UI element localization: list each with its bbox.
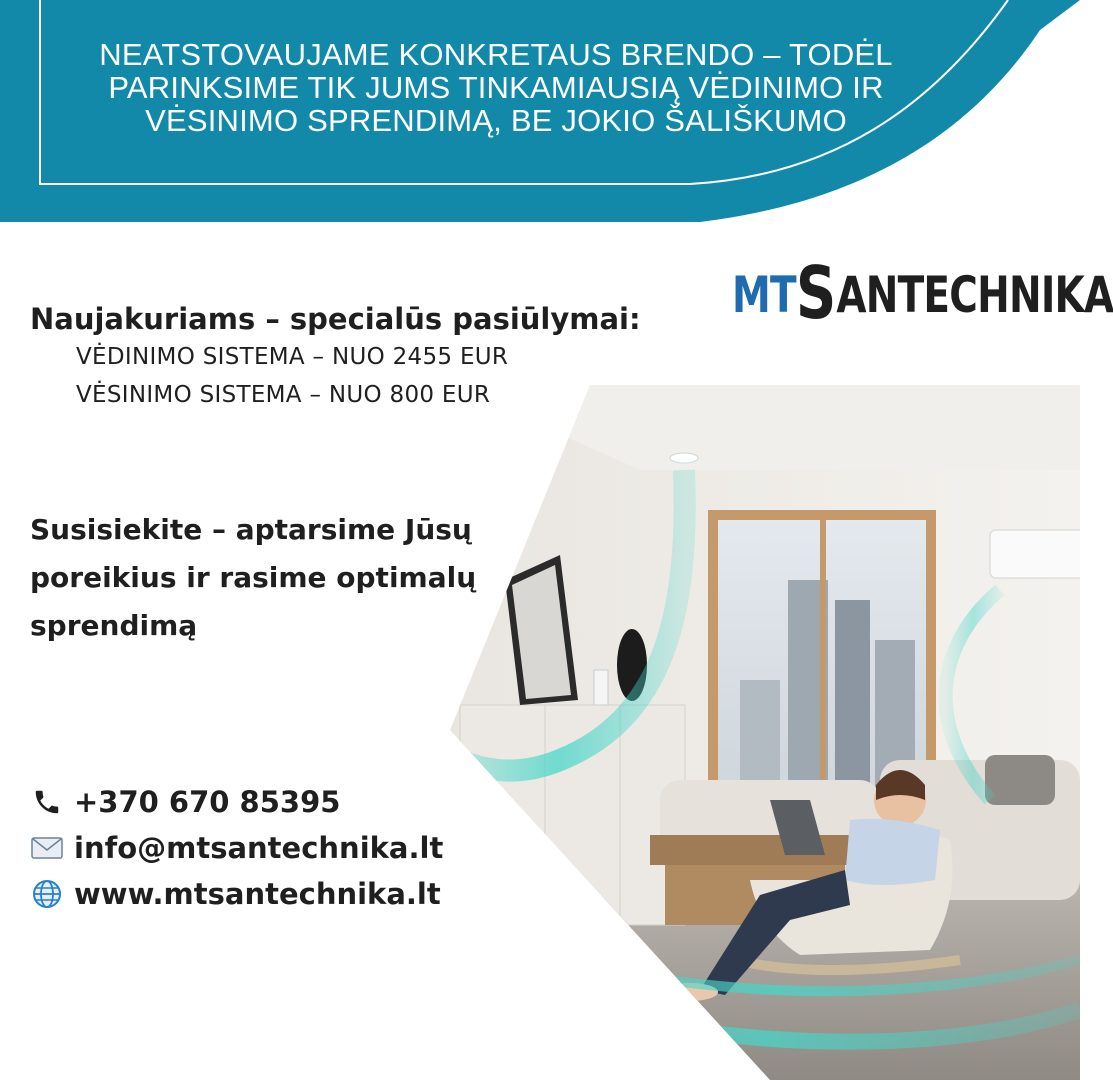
logo-s: S: [795, 251, 837, 335]
offers-heading: Naujakuriams – specialūs pasiūlymai:: [30, 302, 641, 336]
globe-icon: [30, 877, 64, 911]
offer-ventilation: VĖDINIMO SISTEMA – NUO 2455 EUR: [76, 344, 509, 370]
website-url: www.mtsantechnika.lt: [74, 877, 441, 911]
phone-number: +370 670 85395: [74, 785, 341, 819]
banner-line: PARINKSIME TIK JUMS TINKAMIAUSIĄ VĖDINIMO IR: [108, 70, 884, 105]
logo-antechnika: ANTECHNIKA: [836, 266, 1113, 324]
email-contact[interactable]: [30, 828, 443, 868]
email-address: info@mtsantechnika.lt: [74, 831, 444, 865]
logo-mt: MT: [732, 266, 796, 324]
website-contact[interactable]: [30, 874, 441, 914]
phone-contact[interactable]: [30, 782, 340, 822]
contact-message: Susisiekite – aptarsime Jūsų poreikius ir rasime optimalų sprendimą: [30, 513, 477, 642]
phone-icon: [30, 785, 64, 819]
banner-line: VĖSINIMO SPRENDIMĄ, BE JOKIO ŠALIŠKUMO: [145, 103, 847, 138]
banner-line: NEATSTOVAUJAME KONKRETAUS BRENDO – TODĖL: [99, 37, 893, 72]
envelope-icon: [30, 831, 64, 865]
offer-cooling: VĖSINIMO SISTEMA – NUO 800 EUR: [76, 382, 491, 408]
mtsantechnika-logo: [732, 251, 1113, 335]
